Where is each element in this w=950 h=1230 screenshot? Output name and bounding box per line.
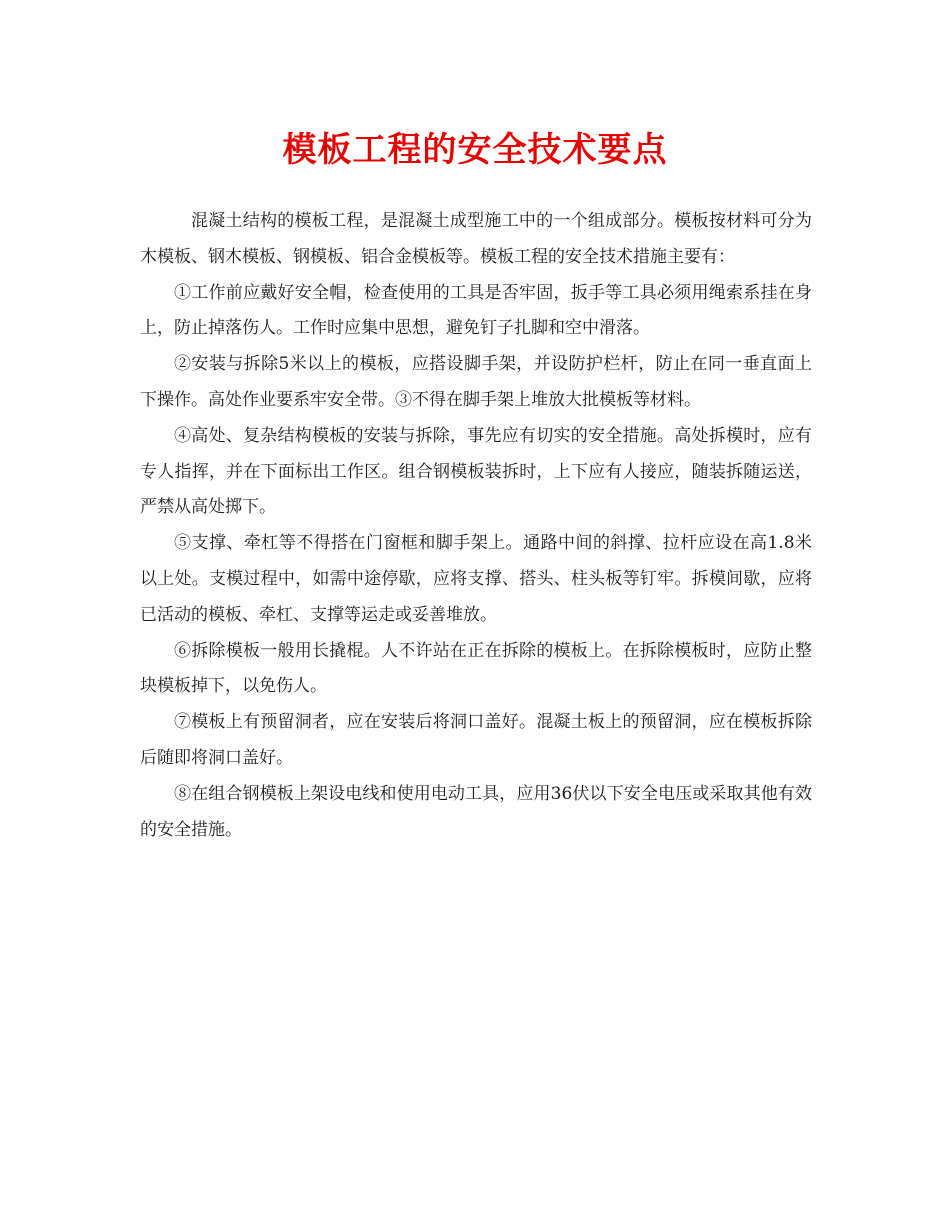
paragraph-item-4: ④高处、复杂结构模板的安装与拆除，事先应有切实的安全措施。高处拆模时，应有专人指挥，并在下面标出工作区。组合钢模板装拆时，上下应有人接应，随装拆随运送，严禁从高处掷下。 [140, 425, 812, 518]
paragraph-item-8: ⑧在组合钢模板上架设电线和使用电动工具，应用36伏以下安全电压或采取其他有效的安全措施。 [140, 783, 812, 840]
paragraph-intro: 混凝土结构的模板工程，是混凝土成型施工中的一个组成部分。模板按材料可分为木模板、钢木模板、钢模板、铝合金模板等。模板工程的安全技术措施主要有： [140, 211, 812, 267]
document-body [140, 204, 812, 848]
document-title: 模板工程的安全技术要点 [282, 130, 668, 170]
paragraph-item-6: ⑥拆除模板一般用长撬棍。人不许站在正在拆除的模板上。在拆除模板时，应防止整块模板掉下，以免伤人。 [140, 640, 812, 697]
paragraph-item-2: ②安装与拆除5米以上的模板，应搭设脚手架，并设防护栏杆，防止在同一垂直面上下操作。高处作业要系牢安全带。③不得在脚手架上堆放大批模板等材料。 [140, 354, 812, 410]
paragraph-item-5: ⑤支撑、牵杠等不得搭在门窗框和脚手架上。通路中间的斜撑、拉杆应设在高1.8米以上处。支模过程中，如需中途停歇，应将支撑、搭头、柱头板等钉牢。拆模间歇，应将已活动的模板、牵杠、支撑等运走或妥善堆放。 [140, 533, 812, 625]
paragraph-item-7: ⑦模板上有预留洞者，应在安装后将洞口盖好。混凝土板上的预留洞，应在模板拆除后随即将洞口盖好。 [140, 712, 812, 768]
paragraph-item-1: ①工作前应戴好安全帽，检查使用的工具是否牢固，扳手等工具必须用绳索系挂在身上，防止掉落伤人。工作时应集中思想，避免钉子扎脚和空中滑落。 [140, 282, 812, 339]
